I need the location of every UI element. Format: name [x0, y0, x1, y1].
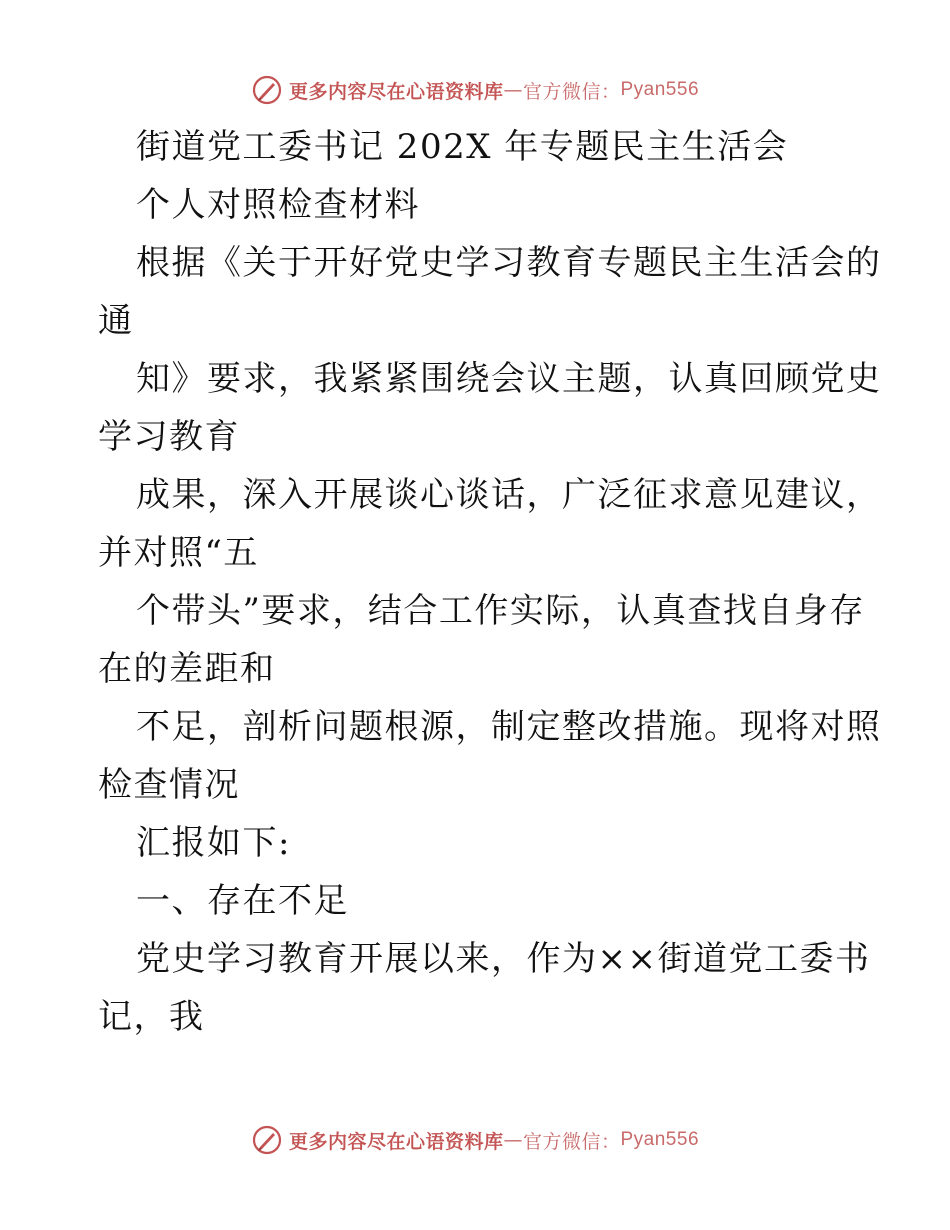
section-heading: 一、存在不足: [136, 881, 349, 921]
footer-watermark: [0, 1120, 950, 1160]
watermark-brand: 更多内容尽在心语资料库: [288, 80, 504, 103]
watermark-wechat-label: 官方微信：: [522, 80, 621, 103]
watermark-brand: 更多内容尽在心语资料库: [288, 1130, 504, 1153]
doc-paragraph-line: 根据《关于开好党史学习教育专题民主生活会的: [136, 243, 882, 283]
quill-pen-icon: [251, 1124, 283, 1156]
watermark-wechat-id: Pyan556: [620, 79, 700, 100]
doc-paragraph-line: 并对照“五: [98, 533, 259, 573]
doc-paragraph-line: 知》要求，我紧紧围绕会议主题，认真回顾党史: [136, 359, 882, 399]
watermark-separator: —: [503, 1129, 523, 1151]
watermark-wechat-id: Pyan556: [620, 1129, 700, 1150]
doc-title-line-2: 个人对照检查材料: [136, 185, 420, 225]
doc-paragraph-line: 汇报如下:: [136, 823, 291, 863]
doc-paragraph-line: 党史学习教育开展以来，作为××街道党工委书: [136, 939, 871, 979]
doc-paragraph-line: 记，我: [98, 997, 205, 1037]
doc-paragraph-line: 在的差距和: [98, 649, 276, 689]
quill-pen-icon: [251, 74, 283, 106]
doc-paragraph-line: 个带头”要求，结合工作实际，认真查找自身存: [136, 591, 865, 631]
doc-paragraph-line: 通: [98, 301, 134, 341]
doc-paragraph-line: 成果，深入开展谈心谈话，广泛征求意见建议，: [136, 475, 882, 515]
watermark-wechat-label: 官方微信：: [522, 1130, 621, 1153]
doc-paragraph-line: 检查情况: [98, 765, 240, 805]
doc-paragraph-line: 不足，剖析问题根源，制定整改措施。现将对照: [136, 707, 882, 747]
doc-paragraph-line: 学习教育: [98, 417, 240, 457]
document-body: [98, 118, 882, 1046]
doc-title-line-1: 街道党工委书记 202X 年专题民主生活会: [136, 127, 789, 167]
watermark-separator: —: [503, 79, 523, 101]
header-watermark: [0, 70, 950, 110]
